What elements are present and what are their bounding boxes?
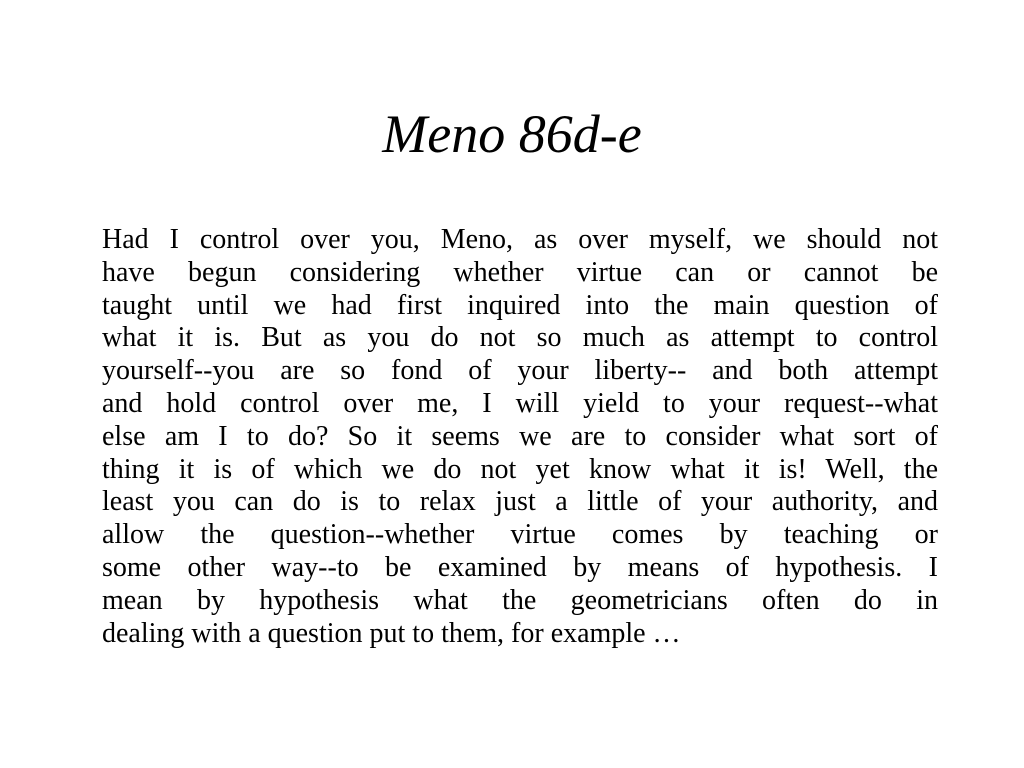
quote-line: some other way--to be examined by means of hypothesis. I bbox=[102, 551, 938, 583]
quote-line: thing it is of which we do not yet know what it is! Well, the bbox=[102, 453, 938, 485]
slide-body-quote bbox=[102, 224, 938, 650]
quote-line: allow the question--whether virtue comes by teaching or bbox=[102, 519, 938, 551]
quote-line: and hold control over me, I will yield to your request--what bbox=[102, 387, 938, 419]
quote-line: least you can do is to relax just a little of your authority, and bbox=[102, 486, 938, 518]
quote-line: yourself--you are so fond of your liberty-- and both attempt bbox=[102, 355, 938, 387]
quote-line: else am I to do? So it seems we are to consider what sort of bbox=[102, 420, 938, 452]
quote-line: mean by hypothesis what the geometricians often do in bbox=[102, 584, 938, 616]
quote-line: taught until we had first inquired into the main question of bbox=[102, 289, 938, 321]
slide-title: Meno 86d-e bbox=[382, 104, 642, 164]
quote-line: Had I control over you, Meno, as over myself, we should not bbox=[102, 224, 938, 255]
quote-line: have begun considering whether virtue can or cannot be bbox=[102, 256, 938, 288]
quote-line: dealing with a question put to them, for example … bbox=[102, 617, 681, 649]
quote-line: what it is. But as you do not so much as attempt to control bbox=[102, 322, 938, 354]
